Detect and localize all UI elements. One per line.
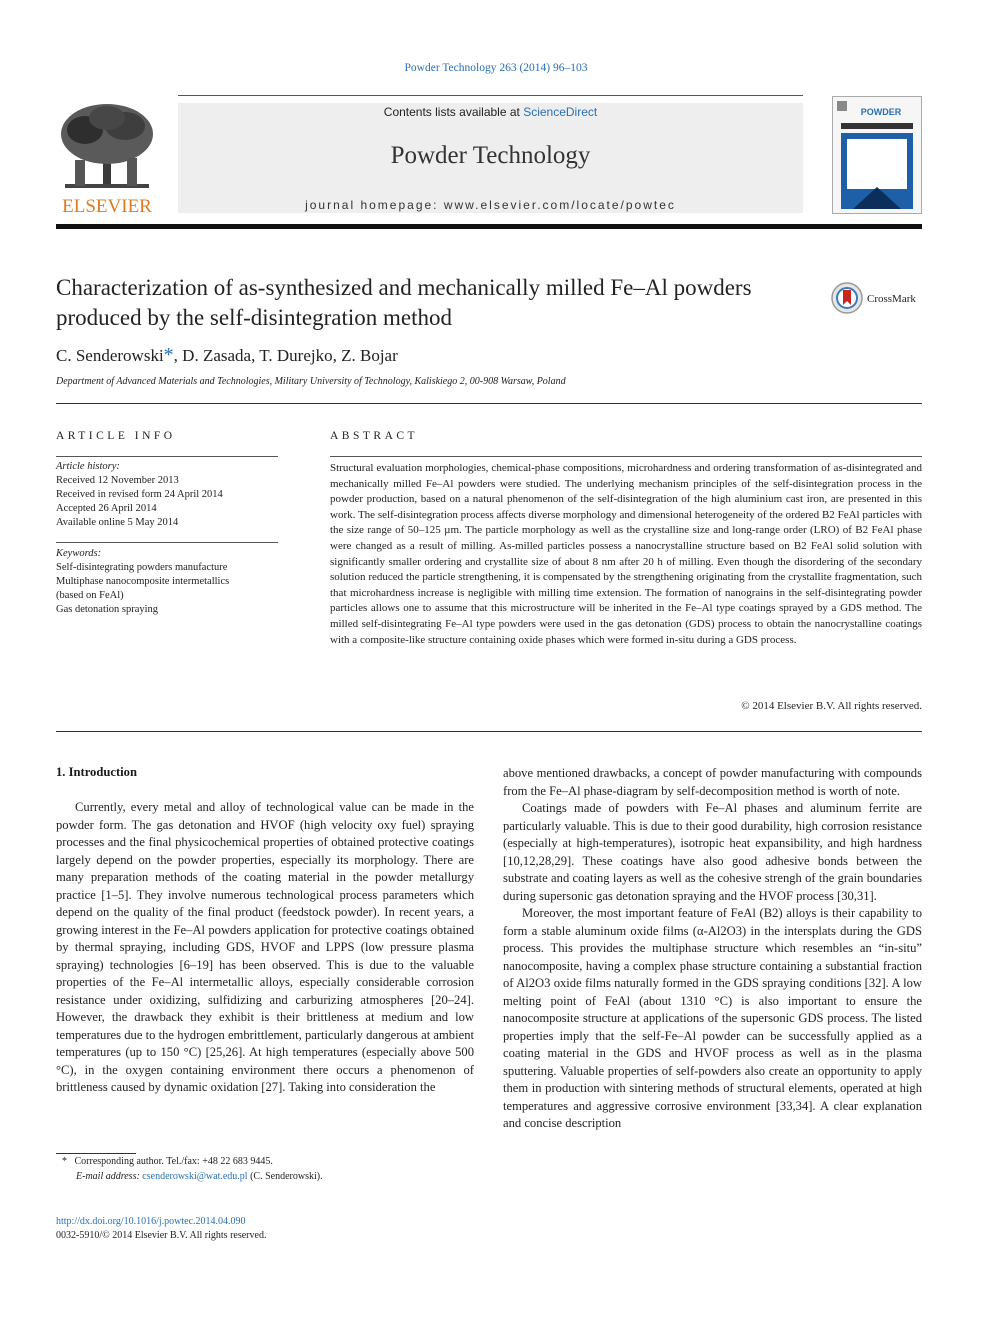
footnote-corresponding — [62, 1155, 482, 1170]
header-top-rule — [178, 95, 803, 96]
keywords-rule — [56, 542, 278, 543]
keyword-item: Gas detonation spraying — [56, 604, 159, 615]
contents-prefix: Contents lists available at — [383, 105, 524, 119]
footnote-email — [62, 1170, 482, 1185]
history-label: Article history: — [56, 461, 120, 472]
body-left-column — [56, 799, 474, 1097]
intro-paragraph-2: Coatings made of powders with Fe–Al phases and aluminum ferrite are particularly valuable. This is due to their good durability, high corrosion resistance (especially at high-temperatures), isotropic heat expansibility, and high hardness [10,12,28,29]. These coatings have also good adhesive bonds between the substrate and coating layers as well as the cohesive strengh of the grain boundaries during supersonic gas detonation spraying and the HVOF process [30,31]. — [503, 801, 922, 903]
history-received: Received 12 November 2013 — [56, 475, 179, 486]
elsevier-wordmark: ELSEVIER — [62, 196, 152, 217]
article-info-rule — [56, 456, 278, 457]
keywords-label: Keywords: — [56, 548, 102, 559]
intro-paragraph-1: Currently, every metal and alloy of technological value can be made in the powder form. The gas detonation and HVOF (high velocity oxy fuel) spraying processes and the final physicochemical properties of obtained protective coatings largely depend on the powder properties, especially its morphology. There are many preparation methods of the coating material in the powder metallurgy practice [1–5]. They involve numerous technological process parameters which depend on the quality of the final product (feedstock powder). In recent years, a growing interest in the Fe–Al powders application for protective coatings obtained by thermal spraying, including GDS, HVOF and LPPS (low pressure plasma spraying) technologies [6–19] has been observed. This is due to the valuable properties of the Fe–Al intermetallic alloys, especially considerable corrosion resistance under oxidizing, sulfidizing and carburizing atmospheres [20–24]. However, the drawback they exhibit is their brittleness at medium and low temperatures due to the hydrogen embrittlement, particularly dangerous at ambient temperatures (up to 150 °C) [25,26]. At high temperatures (especially above 500 °C), in the oxygen containing environment there occurs a phenomenon of brittleness caused by dynamic oxidation [27]. Taking into consideration the — [56, 800, 474, 1094]
header-bottom-rule — [56, 224, 922, 229]
footnote-rule — [56, 1153, 136, 1154]
email-suffix: (C. Senderowski). — [250, 1170, 323, 1182]
elsevier-logo — [55, 100, 160, 218]
journal-reference-link[interactable]: Powder Technology 263 (2014) 96–103 — [404, 62, 588, 74]
affiliation: Department of Advanced Materials and Technologies, Military University of Technology, Kaliskiego 2, 00-908 Warsaw, Poland — [56, 376, 566, 387]
svg-text:POWDER: POWDER — [860, 107, 902, 117]
abstract-bottom-rule — [56, 731, 922, 732]
email-label: E-mail address: — [76, 1170, 140, 1182]
journal-name: Powder Technology — [390, 142, 591, 169]
introduction-heading: 1. Introduction — [56, 765, 137, 779]
crossmark-badge[interactable] — [830, 281, 930, 315]
footnote-corresponding-text: Corresponding author. Tel./fax: +48 22 683 9445. — [74, 1156, 273, 1167]
author-rest: , D. Zasada, T. Durejko, Z. Bojar — [173, 346, 398, 365]
corresponding-footnote — [62, 1155, 482, 1184]
corresponding-author-mark[interactable]: * — [163, 344, 174, 366]
journal-homepage-link[interactable]: journal homepage: www.elsevier.com/locate/powtec — [305, 198, 676, 212]
intro-paragraph-continued: above mentioned drawbacks, a concept of powder manufacturing with compounds from the Fe–Al phase-diagram by self-decomposition method is worth of note. — [503, 766, 922, 798]
journal-cover-image — [832, 96, 922, 214]
doi-block — [56, 1215, 456, 1243]
abstract-heading: ABSTRACT — [330, 430, 419, 442]
email-link[interactable]: csenderowski@wat.edu.pl — [142, 1170, 248, 1182]
affiliation-rule — [56, 403, 922, 404]
contents-line — [178, 105, 803, 119]
crossmark-label: CrossMark — [867, 293, 916, 305]
issn-copyright: 0032-5910/© 2014 Elsevier B.V. All rights reserved. — [56, 1230, 267, 1241]
keywords — [56, 547, 278, 617]
history-accepted: Accepted 26 April 2014 — [56, 503, 157, 514]
abstract-copyright: © 2014 Elsevier B.V. All rights reserved. — [741, 700, 922, 712]
history-online: Available online 5 May 2014 — [56, 517, 179, 528]
keyword-item: Multiphase nanocomposite intermetallics — [56, 576, 230, 587]
keyword-item: Self-disintegrating powders manufacture — [56, 562, 228, 573]
author-first: C. Senderowski — [56, 346, 164, 365]
footnote-mark: * — [62, 1156, 67, 1167]
article-history — [56, 460, 278, 530]
body-right-column — [503, 765, 922, 1133]
abstract-rule — [330, 456, 922, 457]
doi-link[interactable]: http://dx.doi.org/10.1016/j.powtec.2014.04.090 — [56, 1216, 246, 1227]
abstract-text: Structural evaluation morphologies, chemical-phase compositions, microhardness and ordering transformation of as-disintegrated and mechanically milled Fe–Al powders were studied. The underlying mechanism principles of the self-disintegration process in the powder production, based on a natural phenomenon of the self-disintegration of the high aluminium cast iron, are presented in this work. The self-disintegration process affects diverse morphology and dimensional heterogeneity of the ordered B2 FeAl particles with the size range of 50–125 µm. The particle morphology as well as the crystalline size and long-range order (LRO) of B2 FeAl phase were changed as a result of milling. As-milled particles possess a nanocrystalline structure based on B2 FeAl solid solution with significantly smaller ordering and crystallite size of about 8 nm after 20 h of milling. Even though the disordering of the secondary solution reduced the particle strengthening, it is compensated by the strengthening originating from the crystallite fragmentation, such that microhardness increase is negligible with milling time extension. The formation of nanograins in the self-disintegrating powder particles allows one to assume that this microstructure will be inherited in the Fe–Al type coatings sprayed by a GDS method. The milled self-disintegrating Fe–Al type powders were used in the gas detonation (GDS) process to obtain the nanocrystalline coatings with a composite-like structure containing oxide phases which were formed in-situ during a GDS process. — [330, 462, 922, 646]
article-title: Characterization of as-synthesized and mechanically milled Fe–Al powders produced by the self-disintegration method — [56, 275, 752, 330]
sciencedirect-link[interactable]: ScienceDirect — [523, 105, 598, 119]
author-list — [56, 344, 756, 367]
intro-paragraph-3: Moreover, the most important feature of FeAl (B2) alloys is their capability to form a stable aluminum oxide films (α-Al2O3) in the intersplats during the GDS process. This provides the multiphase structure which resembles an “in-situ” nanocomposite, having a complex phase structure containing a substantial fraction of Al2O3 oxide films naturally formed in the GDS spraying conditions [32]. A low melting point of FeAl (about 1310 °C) is also important to ensure the nanocomposite structure at applications of the supersonic GDS process. The listed properties imply that the self-Fe–Al powder can be successfully applied as a coating material in the GDS and HVOF process as well as in the plasma sputtering. Valuable properties of self-powders also create an opportunity to apply them in production with sintering methods of structural elements, operated at high temperatures and aggressive corrosive environment [33,34]. A clear explanation and concise description — [503, 906, 922, 1130]
keyword-item: (based on FeAl) — [56, 590, 124, 601]
article-info-heading: ARTICLE INFO — [56, 430, 176, 442]
history-revised: Received in revised form 24 April 2014 — [56, 489, 223, 500]
